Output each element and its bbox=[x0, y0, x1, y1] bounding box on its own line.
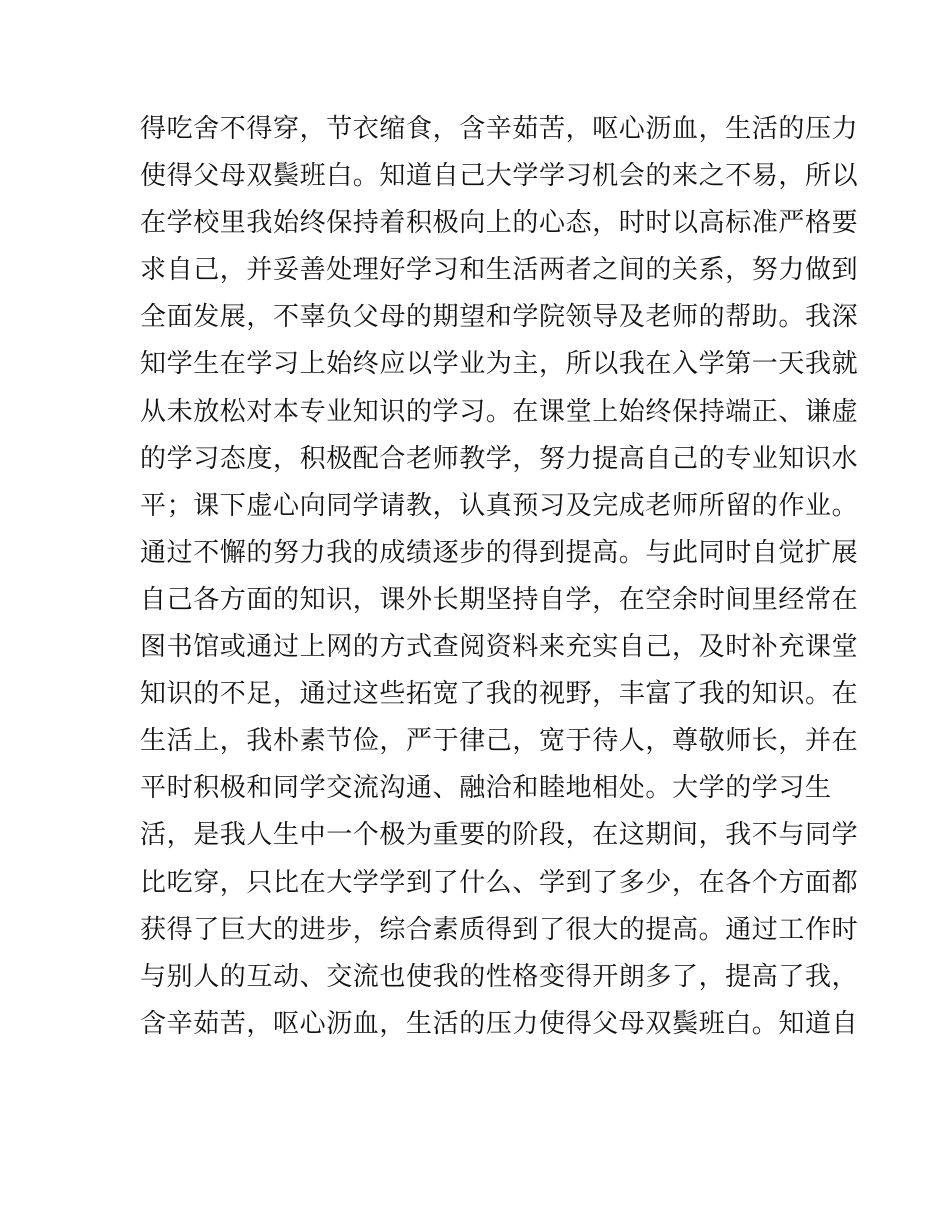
text-line: 全面发展，不辜负父母的期望和学院领导及老师的帮助。我深 bbox=[140, 302, 859, 333]
text-line: 从未放松对本专业知识的学习。在课堂上始终保持端正、谦虚 bbox=[140, 396, 859, 427]
text-line: 通过不懈的努力我的成绩逐步的得到提高。与此同时自觉扩展 bbox=[140, 537, 859, 568]
text-line: 与别人的互动、交流也使我的性格变得开朗多了，提高了我， bbox=[140, 961, 859, 992]
text-line: 使得父母双鬓班白。知道自己大学学习机会的来之不易，所以 bbox=[140, 161, 859, 192]
text-line: 求自己，并妥善处理好学习和生活两者之间的关系，努力做到 bbox=[140, 255, 859, 286]
text-line: 生活上，我朴素节俭，严于律己，宽于待人，尊敬师长，并在 bbox=[140, 726, 859, 757]
text-line: 自己各方面的知识，课外长期坚持自学，在空余时间里经常在 bbox=[140, 584, 859, 615]
text-line: 图书馆或通过上网的方式查阅资料来充实自己，及时补充课堂 bbox=[140, 632, 859, 663]
text-line: 平时积极和同学交流沟通、融洽和睦地相处。大学的学习生 bbox=[140, 773, 832, 804]
text-line: 在学校里我始终保持着积极向上的心态，时时以高标准严格要 bbox=[140, 208, 859, 239]
text-line: 的学习态度，积极配合老师教学，努力提高自己的专业知识水 bbox=[140, 443, 859, 474]
text-line: 活，是我人生中一个极为重要的阶段，在这期间，我不与同学 bbox=[140, 820, 859, 851]
body-text bbox=[140, 106, 859, 1048]
text-line: 平；课下虚心向同学请教，认真预习及完成老师所留的作业。 bbox=[140, 490, 859, 521]
text-line: 比吃穿，只比在大学学到了什么、学到了多少，在各个方面都 bbox=[140, 867, 859, 898]
text-line: 得吃舍不得穿，节衣缩食，含辛茹苦，呕心沥血，生活的压力 bbox=[140, 114, 859, 144]
text-line: 含辛茹苦，呕心沥血，生活的压力使得父母双鬓班白。知道自 bbox=[140, 1008, 859, 1039]
text-line: 知学生在学习上始终应以学业为主，所以我在入学第一天我就 bbox=[140, 349, 859, 380]
text-line: 知识的不足，通过这些拓宽了我的视野，丰富了我的知识。在 bbox=[140, 679, 859, 710]
text-line: 获得了巨大的进步，综合素质得到了很大的提高。通过工作时 bbox=[140, 914, 859, 945]
